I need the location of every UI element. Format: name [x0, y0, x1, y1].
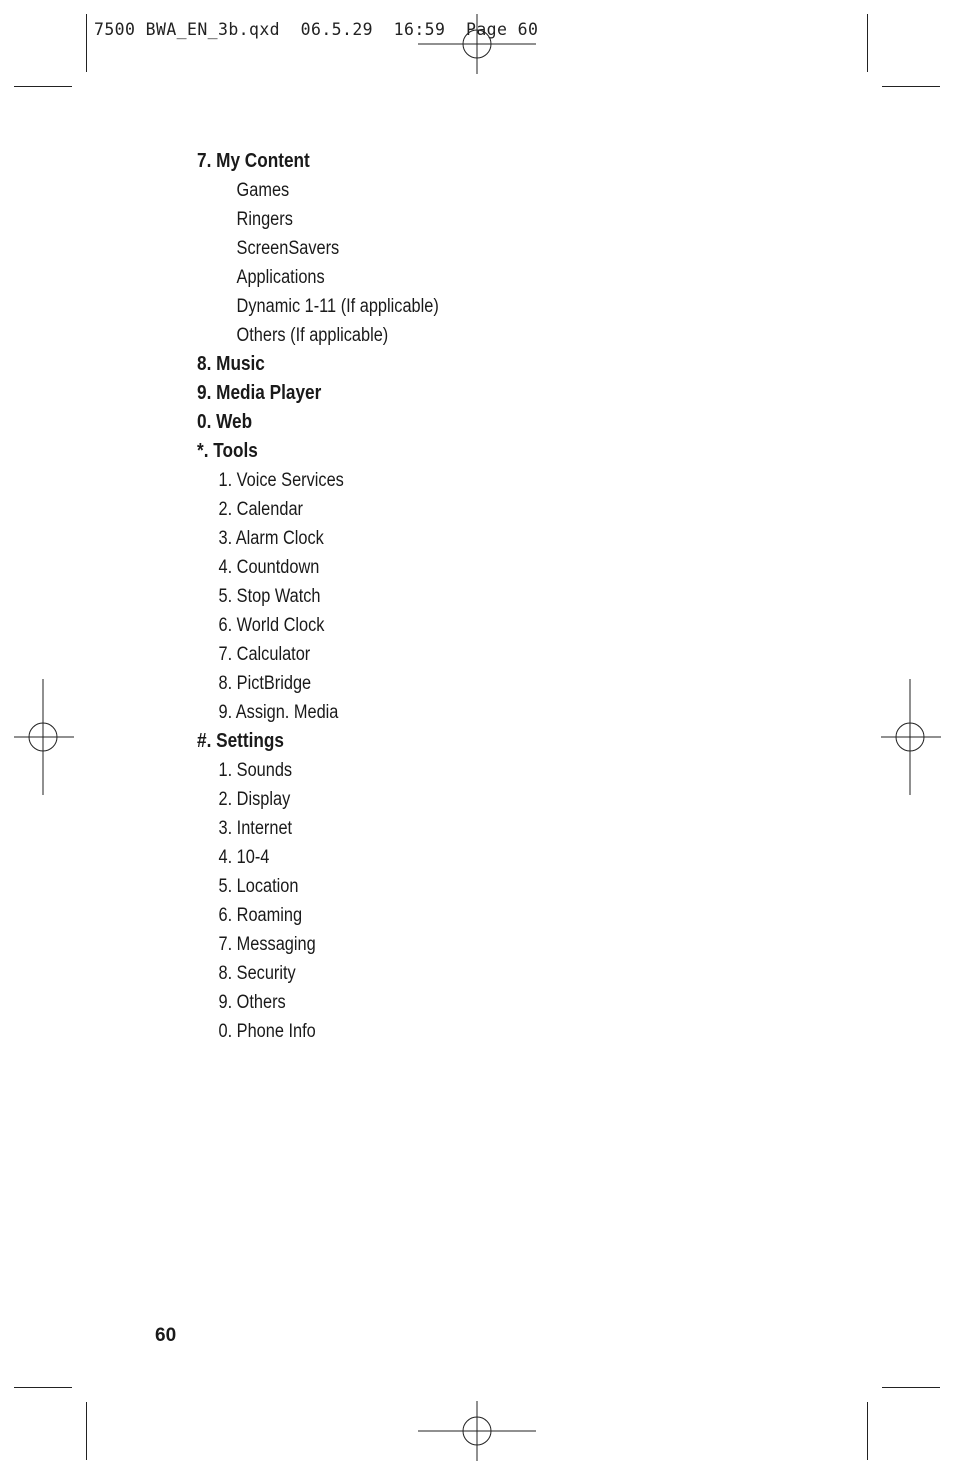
menu-subitem: 2. Calendar	[218, 499, 303, 520]
registration-mark-top-icon	[418, 14, 536, 74]
crop-mark-bottom-left-horizontal	[14, 1387, 72, 1388]
print-slug: 7500 BWA_EN_3b.qxd 06.5.29 16:59 Page 60	[94, 20, 539, 39]
menu-subitem: Ringers	[236, 209, 293, 230]
menu-subitem: 0. Phone Info	[218, 1021, 316, 1042]
registration-mark-left-icon	[14, 679, 74, 795]
page-number: 60	[155, 1325, 177, 1346]
menu-tree	[197, 147, 478, 1046]
menu-subitem: 2. Display	[218, 789, 291, 810]
menu-subitem: Dynamic 1-11 (If applicable)	[236, 296, 439, 317]
crop-mark-bottom-left-vertical	[86, 1402, 87, 1460]
crop-mark-top-right-vertical	[867, 14, 868, 72]
menu-subitem: 8. PictBridge	[218, 673, 312, 694]
menu-subitem: 4. 10-4	[218, 847, 270, 868]
menu-heading: *. Tools	[197, 440, 258, 462]
menu-heading: 7. My Content	[197, 150, 310, 172]
crop-mark-top-left-vertical	[86, 14, 87, 72]
menu-subitem: Applications	[236, 267, 325, 288]
menu-subitem: 9. Others	[218, 992, 286, 1013]
crop-mark-top-right-horizontal	[882, 86, 940, 87]
registration-mark-bottom-icon	[418, 1401, 536, 1461]
crop-mark-bottom-right-horizontal	[882, 1387, 940, 1388]
menu-subitem: 3. Internet	[218, 818, 293, 839]
menu-subitem: 9. Assign. Media	[218, 702, 339, 723]
menu-subitem: 1. Sounds	[218, 760, 293, 781]
crop-mark-bottom-right-vertical	[867, 1402, 868, 1460]
menu-subitem: 7. Messaging	[218, 934, 316, 955]
menu-subitem: 6. World Clock	[218, 615, 325, 636]
menu-subitem: 4. Countdown	[218, 557, 320, 578]
menu-heading: 0. Web	[197, 411, 253, 433]
menu-heading: 9. Media Player	[197, 382, 322, 404]
menu-subitem: Games	[236, 180, 290, 201]
menu-subitem: 8. Security	[218, 963, 296, 984]
menu-subitem: 6. Roaming	[218, 905, 303, 926]
registration-mark-right-icon	[881, 679, 941, 795]
menu-subitem: 1. Voice Services	[218, 470, 344, 491]
menu-subitem: Others (If applicable)	[236, 325, 389, 346]
menu-subitem: 3. Alarm Clock	[218, 528, 324, 549]
menu-subitem: 7. Calculator	[218, 644, 311, 665]
menu-heading: #. Settings	[197, 730, 284, 752]
menu-subitem: 5. Stop Watch	[218, 586, 321, 607]
menu-heading: 8. Music	[197, 353, 265, 375]
crop-mark-top-left-horizontal	[14, 86, 72, 87]
menu-subitem: 5. Location	[218, 876, 299, 897]
menu-subitem: ScreenSavers	[236, 238, 340, 259]
